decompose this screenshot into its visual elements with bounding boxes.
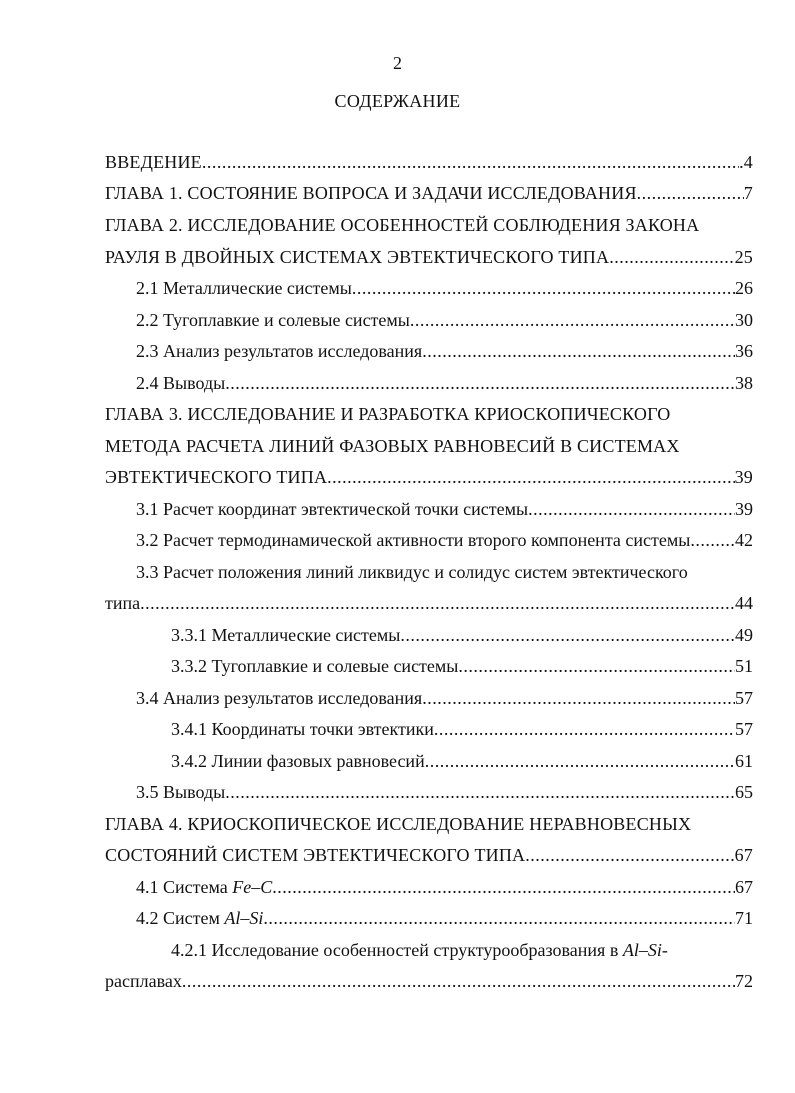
dot-leader [434, 714, 735, 744]
toc-entry-label: 2.3 Анализ результатов исследования [136, 341, 423, 361]
toc-entry-label: 2.2 Тугоплавкие и солевые системы [136, 310, 410, 330]
toc-entry-page: 39 [734, 467, 753, 487]
toc-entry-label: 3.4.2 Линии фазовых равновесий [171, 751, 425, 771]
toc-entry-page: 49 [735, 625, 753, 645]
toc-entry-intro[interactable] [105, 147, 753, 177]
toc-entry-section-4-2-1[interactable] [105, 966, 753, 996]
toc-entry-label-prefix: 4.2 Систем [136, 908, 225, 928]
dot-leader [202, 147, 739, 177]
dot-leader [140, 588, 735, 618]
toc-entry-page: 38 [735, 373, 753, 393]
toc-entry-page: 44 [735, 593, 753, 613]
dot-leader [637, 178, 744, 208]
toc-entry-section-3-3-line-1[interactable]: 3.3 Расчет положения линий ликвидус и солидус систем эвтектического [136, 562, 688, 582]
toc-entry-label: 3.1 Расчет координат эвтектической точки системы [136, 499, 529, 519]
dot-leader [272, 872, 735, 902]
dot-leader [609, 242, 734, 272]
toc-entry-page: 57 [735, 719, 753, 739]
toc-entry-label-prefix: 4.2.1 Исследование особенностей структурообразования в [171, 940, 623, 960]
dot-leader [410, 305, 735, 335]
toc-entry-label: СОСТОЯНИЙ СИСТЕМ ЭВТЕКТИЧЕСКОГО ТИПА [105, 845, 526, 865]
toc-entry-section-3-4-2[interactable] [171, 746, 753, 776]
toc-entry-label: 2.1 Металлические системы [136, 278, 352, 298]
dot-leader [352, 273, 735, 303]
toc-entry-label-prefix: 4.1 Система [136, 877, 233, 897]
toc-entry-page: 39 [735, 499, 753, 519]
toc-entry-chapter-4-line-1[interactable]: ГЛАВА 4. КРИОСКОПИЧЕСКОЕ ИССЛЕДОВАНИЕ НЕРАВНОВЕСНЫХ [105, 814, 692, 834]
toc-entry-page: 61 [735, 751, 753, 771]
toc-entry-section-4-1[interactable] [136, 872, 753, 902]
page-number: 2 [393, 53, 402, 73]
toc-entry-chapter-3-line-2[interactable]: МЕТОДА РАСЧЕТА ЛИНИЙ ФАЗОВЫХ РАВНОВЕСИЙ В СИСТЕМАХ [105, 436, 680, 456]
toc-entry-page: 65 [735, 782, 753, 802]
toc-entry-section-3-3-1[interactable] [171, 620, 753, 650]
toc-entry-label-italic: Al–Si- [622, 940, 668, 960]
toc-entry-label: 3.4.1 Координаты точки эвтектики [171, 719, 434, 739]
toc-entry-section-3-3[interactable] [105, 588, 753, 618]
toc-entry-page: 26 [735, 278, 753, 298]
toc-entry-label-italic: Fe–C [232, 877, 273, 897]
toc-entry-page: 25 [734, 247, 753, 267]
toc-entry-section-2-4[interactable] [136, 368, 753, 398]
toc-entry-chapter-4[interactable] [105, 840, 753, 870]
toc-entry-label: ВВЕДЕНИЕ [105, 152, 202, 172]
toc-entry-page: 57 [735, 688, 753, 708]
toc-entry-label: расплавах [105, 971, 182, 991]
dot-leader [690, 525, 735, 555]
toc-entry-page: .4 [739, 152, 753, 172]
toc-entry-section-3-1[interactable] [136, 494, 753, 524]
toc-entry-label [136, 872, 272, 902]
toc-entry-page: 42 [735, 530, 753, 550]
toc-entry-label-italic: Al–Si [224, 908, 264, 928]
toc-entry-label: 3.5 Выводы [136, 782, 226, 802]
toc-entry-section-4-2-1-line-1[interactable] [171, 935, 753, 965]
toc-entry-chapter-3[interactable] [105, 462, 753, 492]
toc-entry-page: 51 [735, 656, 753, 676]
dot-leader [263, 903, 735, 933]
dot-leader [425, 746, 735, 776]
toc-entry-label: РАУЛЯ В ДВОЙНЫХ СИСТЕМАХ ЭВТЕКТИЧЕСКОГО ТИПА [105, 247, 610, 267]
toc-entry-page: 71 [735, 908, 753, 928]
dot-leader [327, 462, 734, 492]
toc-entry-chapter-1[interactable] [105, 178, 753, 208]
toc-entry-label: ЭВТЕКТИЧЕСКОГО ТИПА [105, 467, 328, 487]
toc-entry-page: 7 [743, 183, 753, 203]
toc-entry-section-2-2[interactable] [136, 305, 753, 335]
toc-entry-chapter-2[interactable] [105, 242, 753, 272]
dot-leader [225, 368, 735, 398]
toc-entry-label [136, 903, 263, 933]
toc-entry-section-4-2[interactable] [136, 903, 753, 933]
toc-entry-label: 3.2 Расчет термодинамической активности второго компонента системы [136, 530, 691, 550]
toc-entry-section-3-2[interactable] [136, 525, 753, 555]
toc-entry-section-2-1[interactable] [136, 273, 753, 303]
toc-entry-page: 72 [735, 971, 753, 991]
toc-entry-page: 67 [734, 845, 753, 865]
toc-entry-label: 3.4 Анализ результатов исследования [136, 688, 423, 708]
toc-title: СОДЕРЖАНИЕ [334, 91, 461, 111]
dot-leader [458, 651, 735, 681]
toc-entry-label: ГЛАВА 1. СОСТОЯНИЕ ВОПРОСА И ЗАДАЧИ ИССЛЕДОВАНИЯ [105, 183, 637, 203]
dot-leader [422, 683, 735, 713]
toc-entry-page: 67 [735, 877, 753, 897]
toc-entry-section-2-3[interactable] [136, 336, 753, 366]
dot-leader [182, 966, 735, 996]
toc-entry-chapter-3-line-1[interactable]: ГЛАВА 3. ИССЛЕДОВАНИЕ И РАЗРАБОТКА КРИОСКОПИЧЕСКОГО [105, 404, 671, 424]
toc-entry-section-3-4[interactable] [136, 683, 753, 713]
toc-entry-section-3-3-2[interactable] [171, 651, 753, 681]
dot-leader [525, 840, 734, 870]
toc-entry-chapter-2-line-1[interactable]: ГЛАВА 2. ИССЛЕДОВАНИЕ ОСОБЕННОСТЕЙ СОБЛЮДЕНИЯ ЗАКОНА [105, 215, 700, 235]
toc-entry-label: 3.3.2 Тугоплавкие и солевые системы [171, 656, 459, 676]
dot-leader [422, 336, 735, 366]
toc-entry-page: 36 [735, 341, 753, 361]
toc-entry-page: 30 [735, 310, 753, 330]
dot-leader [528, 494, 735, 524]
dot-leader [225, 777, 735, 807]
toc-entry-section-3-5[interactable] [136, 777, 753, 807]
toc-entry-section-3-4-1[interactable] [171, 714, 753, 744]
toc-entry-label: 3.3.1 Металлические системы [171, 625, 401, 645]
toc-entry-label: 2.4 Выводы [136, 373, 226, 393]
dot-leader [400, 620, 735, 650]
toc-entry-label: типа [105, 593, 141, 613]
